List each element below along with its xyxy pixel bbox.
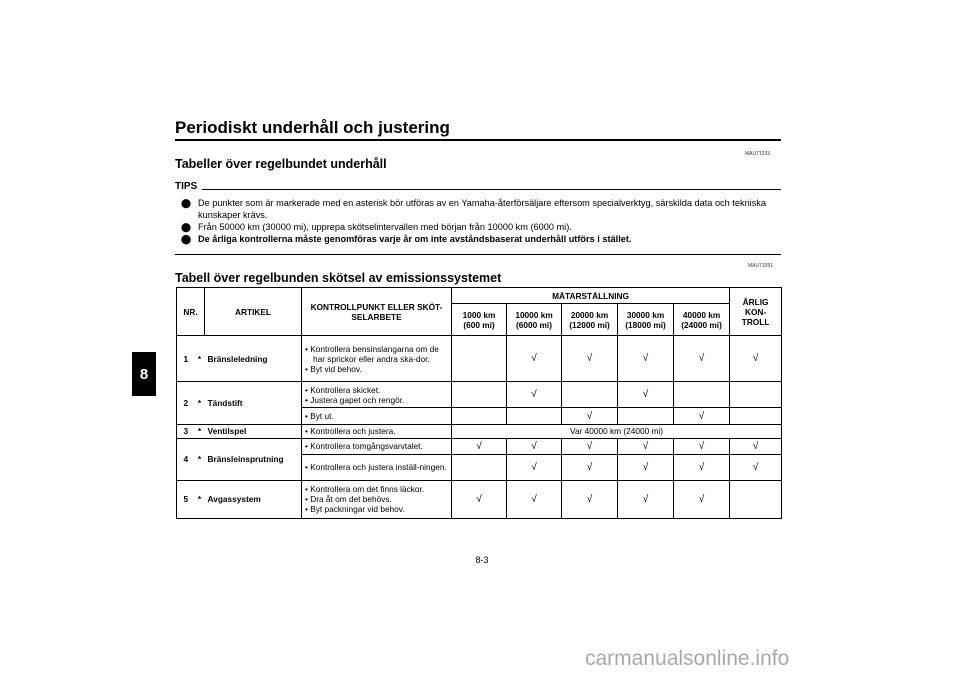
- chapter-tab: 8: [132, 352, 156, 396]
- row-item: Avgassystem: [205, 480, 302, 518]
- table-row: [177, 336, 782, 382]
- header-arlig: ÅRLIG KON-TROLL: [730, 288, 782, 336]
- bullet-icon: ⬤: [181, 222, 192, 232]
- tips-heading: TIPS: [175, 181, 198, 192]
- check-cell: [507, 408, 562, 424]
- check-cell: √: [618, 382, 674, 408]
- bullet-icon: ⬤: [181, 234, 192, 244]
- row-item: Bränsleledning: [205, 336, 302, 382]
- row-action: • Kontrollera bensinslangarna om de har sprickor eller andra ska-dor. • Byt vid behov.: [302, 336, 452, 382]
- table-row: [177, 438, 782, 454]
- header-matarstallning: MÄTARSTÄLLNING: [452, 288, 730, 304]
- tip-item: ⬤ Från 50000 km (30000 mi), upprepa skötselintervallen med början från 10000 km (6000 mi).: [181, 222, 572, 232]
- row-asterisk: *: [195, 438, 205, 480]
- row-asterisk: *: [195, 336, 205, 382]
- row-number: 3: [177, 424, 195, 438]
- row-number: 2: [177, 382, 195, 424]
- header-kontrollpunkt: KONTROLLPUNKT ELLER SKÖT-SELARBETE: [302, 288, 452, 336]
- section-code: MAU71033: [745, 151, 771, 157]
- tip-item: ⬤ De punkter som är markerade med en asterisk bör utföras av en Yamaha-återförsäljare eftersom specialverktyg, särskilda data och tekniska kunskaper krävs.: [181, 198, 767, 220]
- row-item: Ventilspel: [205, 424, 302, 438]
- header-odo: 30000 km (18000 mi): [618, 304, 674, 336]
- check-cell: √: [674, 480, 730, 518]
- check-cell: √: [618, 336, 674, 382]
- check-cell: [452, 408, 507, 424]
- check-cell: √: [674, 438, 730, 454]
- row-asterisk: *: [195, 424, 205, 438]
- check-cell: √: [674, 336, 730, 382]
- check-cell: [452, 382, 507, 408]
- header-odo: 10000 km (6000 mi): [507, 304, 562, 336]
- interval-text: Var 40000 km (24000 mi): [452, 424, 782, 438]
- check-cell: √: [507, 438, 562, 454]
- check-cell: √: [507, 454, 562, 480]
- row-number: 5: [177, 480, 195, 518]
- check-cell: √: [507, 382, 562, 408]
- check-cell: √: [562, 454, 618, 480]
- section-title: Tabeller över regelbundet underhåll: [175, 157, 387, 171]
- table-row: [177, 424, 782, 438]
- row-action: • Kontrollera och justera inställ-ningen.: [302, 454, 452, 480]
- check-cell: √: [507, 480, 562, 518]
- title-rule: [175, 139, 781, 141]
- row-item: Bränsleinsprutning: [205, 438, 302, 480]
- table-row: [177, 382, 782, 408]
- tips-rule: [202, 189, 781, 190]
- check-cell: √: [507, 336, 562, 382]
- check-cell: [730, 382, 782, 408]
- page-number: 8-3: [475, 555, 489, 565]
- check-cell: [674, 382, 730, 408]
- row-item: Tändstift: [205, 382, 302, 424]
- section-code: MAU71051: [748, 263, 774, 269]
- check-cell: √: [674, 454, 730, 480]
- row-action: • Kontrollera skicket. • Justera gapet och rengör.: [302, 382, 452, 408]
- check-cell: [452, 336, 507, 382]
- header-odo: 40000 km (24000 mi): [674, 304, 730, 336]
- row-action: • Kontrollera tomgångsvarvtalet.: [302, 438, 452, 454]
- page-title: Periodiskt underhåll och justering: [175, 118, 450, 137]
- row-number: 1: [177, 336, 195, 382]
- check-cell: √: [730, 454, 782, 480]
- tip-item: ⬤ De årliga kontrollerna måste genomföras varje år om inte avståndsbaserat underhåll utförs i stället.: [181, 234, 632, 244]
- maintenance-table: [176, 287, 782, 519]
- header-nr: NR.: [177, 288, 205, 336]
- header-artikel: ARTIKEL: [205, 288, 302, 336]
- row-number: 4: [177, 438, 195, 480]
- check-cell: √: [562, 438, 618, 454]
- section-title: Tabell över regelbunden skötsel av emissionssystemet: [175, 271, 502, 285]
- tips-end-rule: [175, 254, 781, 255]
- check-cell: √: [618, 438, 674, 454]
- check-cell: √: [562, 336, 618, 382]
- row-asterisk: *: [195, 480, 205, 518]
- check-cell: [618, 408, 674, 424]
- check-cell: √: [618, 454, 674, 480]
- row-action: • Kontrollera om det finns läckor. • Dra åt om det behövs. • Byt packningar vid behov.: [302, 480, 452, 518]
- table-row: [177, 480, 782, 518]
- check-cell: √: [730, 438, 782, 454]
- check-cell: √: [674, 408, 730, 424]
- check-cell: [730, 408, 782, 424]
- check-cell: √: [452, 438, 507, 454]
- check-cell: [730, 480, 782, 518]
- header-odo: 20000 km (12000 mi): [562, 304, 618, 336]
- check-cell: [562, 382, 618, 408]
- row-action: • Kontrollera och justera.: [302, 424, 452, 438]
- check-cell: [452, 454, 507, 480]
- check-cell: √: [618, 480, 674, 518]
- check-cell: √: [562, 480, 618, 518]
- check-cell: √: [730, 336, 782, 382]
- header-odo: 1000 km (600 mi): [452, 304, 507, 336]
- row-action: • Byt ut.: [302, 408, 452, 424]
- row-asterisk: *: [195, 382, 205, 424]
- check-cell: √: [452, 480, 507, 518]
- bullet-icon: ⬤: [181, 198, 192, 208]
- check-cell: √: [562, 408, 618, 424]
- watermark: carmanualsonline.info: [585, 647, 790, 670]
